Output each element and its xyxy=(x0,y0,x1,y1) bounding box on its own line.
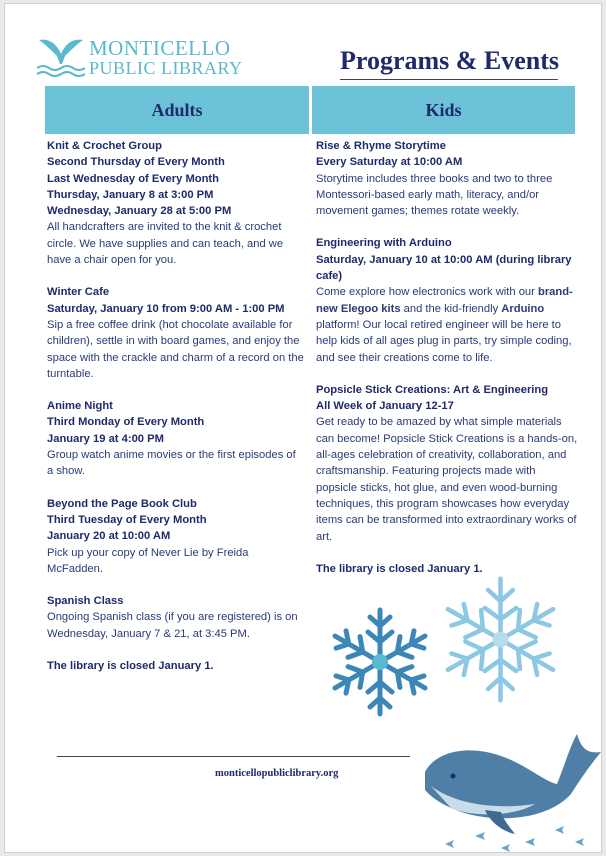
event-schedule: Every Saturday at 10:00 AM xyxy=(316,156,463,169)
event-description: Pick up your copy of Never Lie by Freida McFadden. xyxy=(47,546,249,575)
logo-text-line1: MONTICELLO xyxy=(89,36,231,60)
event-schedule: Third Tuesday of Every Month xyxy=(47,513,207,526)
event-title: Spanish Class xyxy=(47,595,124,608)
closure-notice: The library is closed January 1. xyxy=(47,660,214,673)
event-description: Get ready to be amazed by what simple materials can become! Popsicle Stick Creations is a hands-on, all-ages celebration of creativity, collaboration, and craftsmanship. Featuring projects made with popsicle sticks, hot glue, and even wood-burning techniques, this program showcases how everyday items can be transformed into extraordinary works of art. xyxy=(316,416,578,543)
whale-tail-icon xyxy=(35,34,87,80)
desc-bold-elegoo: brand-new Elegoo kits xyxy=(316,286,573,315)
event-title: Engineering with Arduino xyxy=(316,237,452,250)
footer-divider xyxy=(57,756,410,757)
event-schedule: Wednesday, January 28 at 5:00 PM xyxy=(47,205,232,218)
closure-notice: The library is closed January 1. xyxy=(316,562,483,575)
event-schedule: January 19 at 4:00 PM xyxy=(47,432,164,445)
event-description xyxy=(316,284,578,365)
event-schedule: Thursday, January 8 at 3:00 PM xyxy=(47,188,214,201)
event-book-club xyxy=(47,496,305,577)
event-description: Ongoing Spanish class (if you are registered) is on Wednesday, January 7 & 21, at 3:45 PM. xyxy=(47,611,298,640)
event-spanish-class xyxy=(47,593,305,642)
event-schedule: Second Thursday of Every Month xyxy=(47,156,225,169)
event-storytime xyxy=(316,138,578,219)
event-schedule: Saturday, January 10 at 10:00 AM (during library cafe) xyxy=(316,253,572,283)
event-description: Storytime includes three books and two to three Montessori-based early math, literacy, and/or movement games; themes rotate weekly. xyxy=(316,172,553,218)
title-divider xyxy=(340,79,558,80)
event-arduino xyxy=(316,235,578,365)
event-description: Sip a free coffee drink (hot chocolate available for children), settle in with board games, and enjoy the space with the crackle and charm of a record on the turntable. xyxy=(47,318,304,380)
event-title: Knit & Crochet Group xyxy=(47,140,162,152)
whale-illustration xyxy=(415,724,602,853)
event-knit-crochet xyxy=(47,138,305,268)
adults-column-heading: Adults xyxy=(45,86,309,134)
event-schedule: All Week of January 12-17 xyxy=(316,400,454,413)
snowflake-icon xyxy=(320,602,440,722)
snowflake-icon xyxy=(433,572,568,707)
event-schedule: Third Monday of Every Month xyxy=(47,416,205,429)
event-schedule: Saturday, January 10 from 9:00 AM - 1:00 PM xyxy=(47,302,285,315)
event-popsicle-stick xyxy=(316,382,578,545)
event-description: Group watch anime movies or the first episodes of a show. xyxy=(47,449,296,478)
website-url: monticellopubliclibrary.org xyxy=(215,768,339,779)
kids-column-heading: Kids xyxy=(312,86,575,134)
desc-text: platform! Our local retired engineer will be here to help kids of all ages plug in parts, try simple coding, and see their creations come to life. xyxy=(316,318,572,364)
kids-column xyxy=(316,138,578,577)
event-title: Popsicle Stick Creations: Art & Engineering xyxy=(316,383,549,396)
page-title: Programs & Events xyxy=(340,46,560,75)
event-title: Beyond the Page Book Club xyxy=(47,497,197,510)
flyer-page xyxy=(4,3,602,853)
event-description: All handcrafters are invited to the knit & crochet circle. We have supplies and can teach, and we have a chair open for you. xyxy=(47,221,284,267)
event-schedule: Last Wednesday of Every Month xyxy=(47,172,219,185)
event-title: Rise & Rhyme Storytime xyxy=(316,140,446,152)
event-title: Anime Night xyxy=(47,400,113,413)
logo-text-line2: PUBLIC LIBRARY xyxy=(89,58,243,78)
event-winter-cafe xyxy=(47,284,305,382)
desc-bold-arduino: Arduino xyxy=(501,302,545,315)
adults-column xyxy=(47,138,305,674)
library-logo xyxy=(35,34,245,84)
event-title: Winter Cafe xyxy=(47,286,110,299)
desc-text: Come explore how electronics work with our xyxy=(316,286,538,299)
event-anime-night xyxy=(47,398,305,479)
desc-text: and the kid-friendly xyxy=(400,302,502,315)
event-schedule: January 20 at 10:00 AM xyxy=(47,530,171,543)
